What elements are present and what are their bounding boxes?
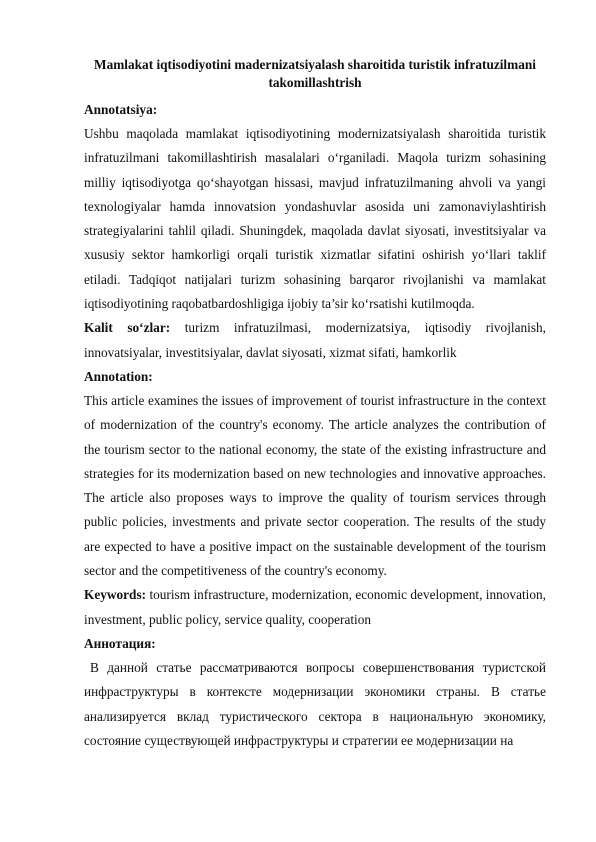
en-annotation-text: This article examines the issues of improvement of tourist infrastructure in the context of modernization of the country's economy. The article analyzes the contribution of the tourism sector to the national economy, the state of the existing infrastructure and strategies for its modernization based on new technologies and innovative approaches. The article also proposes ways to improve the quality of tourism services through public policies, investments and private sector cooperation. The results of the study are expected to have a positive impact on the sustainable development of the tourism sector and the competitiveness of the country's economy.: [84, 392, 546, 579]
en-keywords-label: Keywords:: [84, 587, 147, 603]
ru-annotation-heading: Аннотация:: [84, 635, 156, 651]
ru-annotation-text: В данной статье рассматриваются вопросы совершенствования туристской инфраструктуры в контексте модернизации экономики страны. В статье анализируется вклад туристического сектора в национальную экономику, состояние существующей инфраструктуры и стратегии ее модернизации на: [84, 659, 546, 748]
uz-keywords-label: Kalit so‘zlar:: [84, 320, 171, 336]
en-keywords-list: tourism infrastructure, modernization, economic development, innovation, investment, public policy, service quality, cooperation: [84, 587, 546, 627]
uz-keywords-list: turizm infratuzilmasi, modernizatsiya, iqtisodiy rivojlanish, innovatsiyalar, investitsiyalar, davlat siyosati, xizmat sifati, hamkorlik: [84, 320, 546, 360]
uz-annotation-heading: Annotatsiya:: [84, 102, 158, 117]
uz-annotation-text: Ushbu maqolada mamlakat iqtisodiyotining modernizatsiyalash sharoitida turistik infratuzilmani takomillashtirish masalalari o‘rganiladi. Maqola turizm sohasining milliy iqtisodiyotga qo‘shayotgan hissasi, mavjud infratuzilmaning ahvoli va yangi texnologiyalar hamda innovatsion yondashuvlar asosida uni zamonaviylashtirish strategiyalarini tahlil qiladi. Shuningdek, maqolada davlat siyosati, investitsiyalar va xususiy sektor hamkorligi orqali turistik xizmatlar sifatini oshirish yo‘llari taklif etiladi. Tadqiqot natijalari turizm sohasining barqaror rivojlanishi va mamlakat iqtisodiyotining raqobatbardoshligiga ijobiy ta’sir ko‘rsatishi kutilmoqda.: [84, 126, 546, 312]
document-page: [84, 56, 546, 753]
en-keywords: [84, 583, 546, 632]
en-annotation-heading: Annotation:: [84, 368, 153, 384]
uz-keywords: [84, 316, 546, 365]
document-title: Mamlakat iqtisodiyotini madernizatsiyalash sharoitida turistik infratuzilmani takomillashtrish: [94, 57, 536, 90]
